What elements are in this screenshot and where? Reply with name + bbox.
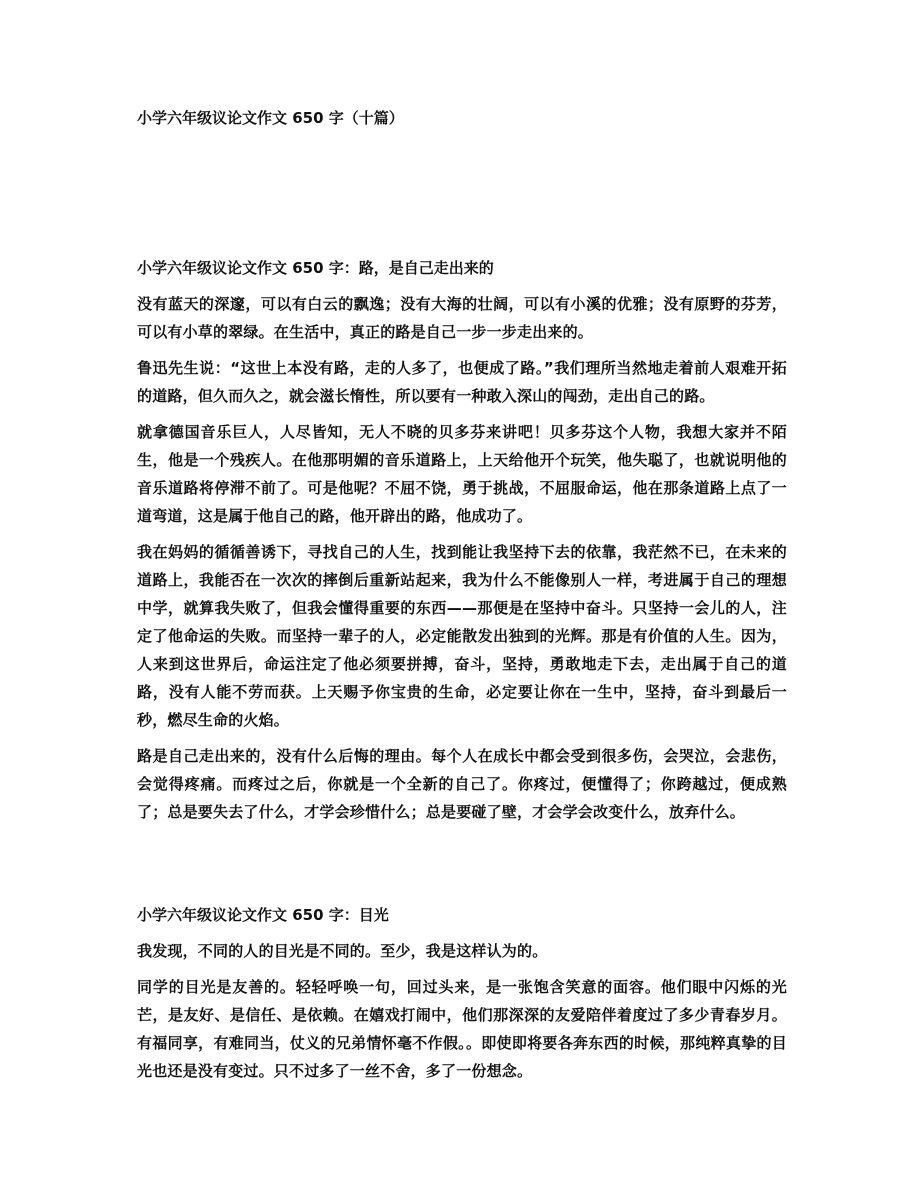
paragraph: 同学的目光是友善的。轻轻呼唤一句，回过头来，是一张饱含笑意的面容。他们眼中闪烁的光芒，是友好、是信任、是依赖。在嬉戏打闹中，他们那深深的友爱陪伴着度过了多少青春岁月。有福同享，有难同当，仗义的兄弟情怀毫不作假。。即使即将要各奔东西的时候，那纯粹真挚的目光也还是没有变过。只不过多了一丝不舍，多了一份想念。 bbox=[137, 978, 787, 1080]
paragraph: 我在妈妈的循循善诱下，寻找自己的人生，找到能让我坚持下去的依靠，我茫然不已，在未来的道路上，我能否在一次次的摔倒后重新站起来，我为什么不能像别人一样，考进属于自己的理想中学，就算我失败了，但我会懂得重要的东西——那便是在坚持中奋斗。只坚持一会儿的人，注定了他命运的失败。而坚持一辈子的人，必定能散发出独到的光辉。那是有价值的人生。因为，人来到这世界后，命运注定了他必须要拼搏，奋斗，坚持，勇敢地走下去，走出属于自己的道路，没有人能不劳而获。上天赐予你宝贵的生命，必定要让你在一生中，坚持，奋斗到最后一秒，燃尽生命的火焰。 bbox=[137, 543, 787, 729]
essay-section-road bbox=[137, 254, 787, 834]
document-title: 小学六年级议论文作文 650 字（十篇） bbox=[137, 109, 404, 127]
paragraph: 鲁迅先生说：“这世上本没有路，走的人多了，也便成了路。”我们理所当然地走着前人艰难开拓的道路，但久而久之，就会滋长惰性，所以要有一种敢入深山的闯劲，走出自己的路。 bbox=[137, 359, 787, 405]
paragraph: 没有蓝天的深邃，可以有白云的飘逸；没有大海的壮阔，可以有小溪的优雅；没有原野的芬芳，可以有小草的翠绿。在生活中，真正的路是自己一步一步走出来的。 bbox=[137, 295, 787, 341]
section-heading: 小学六年级议论文作文 650 字：目光 bbox=[137, 906, 389, 924]
paragraph: 就拿德国音乐巨人，人尽皆知，无人不晓的贝多芬来讲吧！贝多芬这个人物，我想大家并不陌生，他是一个残疾人。在他那明媚的音乐道路上，上天给他开个玩笑，他失聪了，也就说明他的音乐道路将停滞不前了。可是他呢？不屈不饶，勇于挑战，不屈服命运，他在那条道路上点了一道弯道，这是属于他自己的路，他开辟出的路，他成功了。 bbox=[137, 423, 787, 525]
essay-section-gaze bbox=[137, 901, 787, 1093]
paragraph: 路是自己走出来的，没有什么后悔的理由。每个人在成长中都会受到很多伤，会哭泣，会悲伤，会觉得疼痛。而疼过之后，你就是一个全新的自己了。你疼过，便懂得了；你跨越过，便成熟了；总是要失去了什么，才学会珍惜什么；总是要碰了壁，才会学会改变什么，放弃什么。 bbox=[137, 747, 787, 821]
paragraph: 我发现，不同的人的目光是不同的。至少，我是这样认为的。 bbox=[137, 942, 548, 960]
section-heading: 小学六年级议论文作文 650 字：路，是自己走出来的 bbox=[137, 259, 494, 277]
